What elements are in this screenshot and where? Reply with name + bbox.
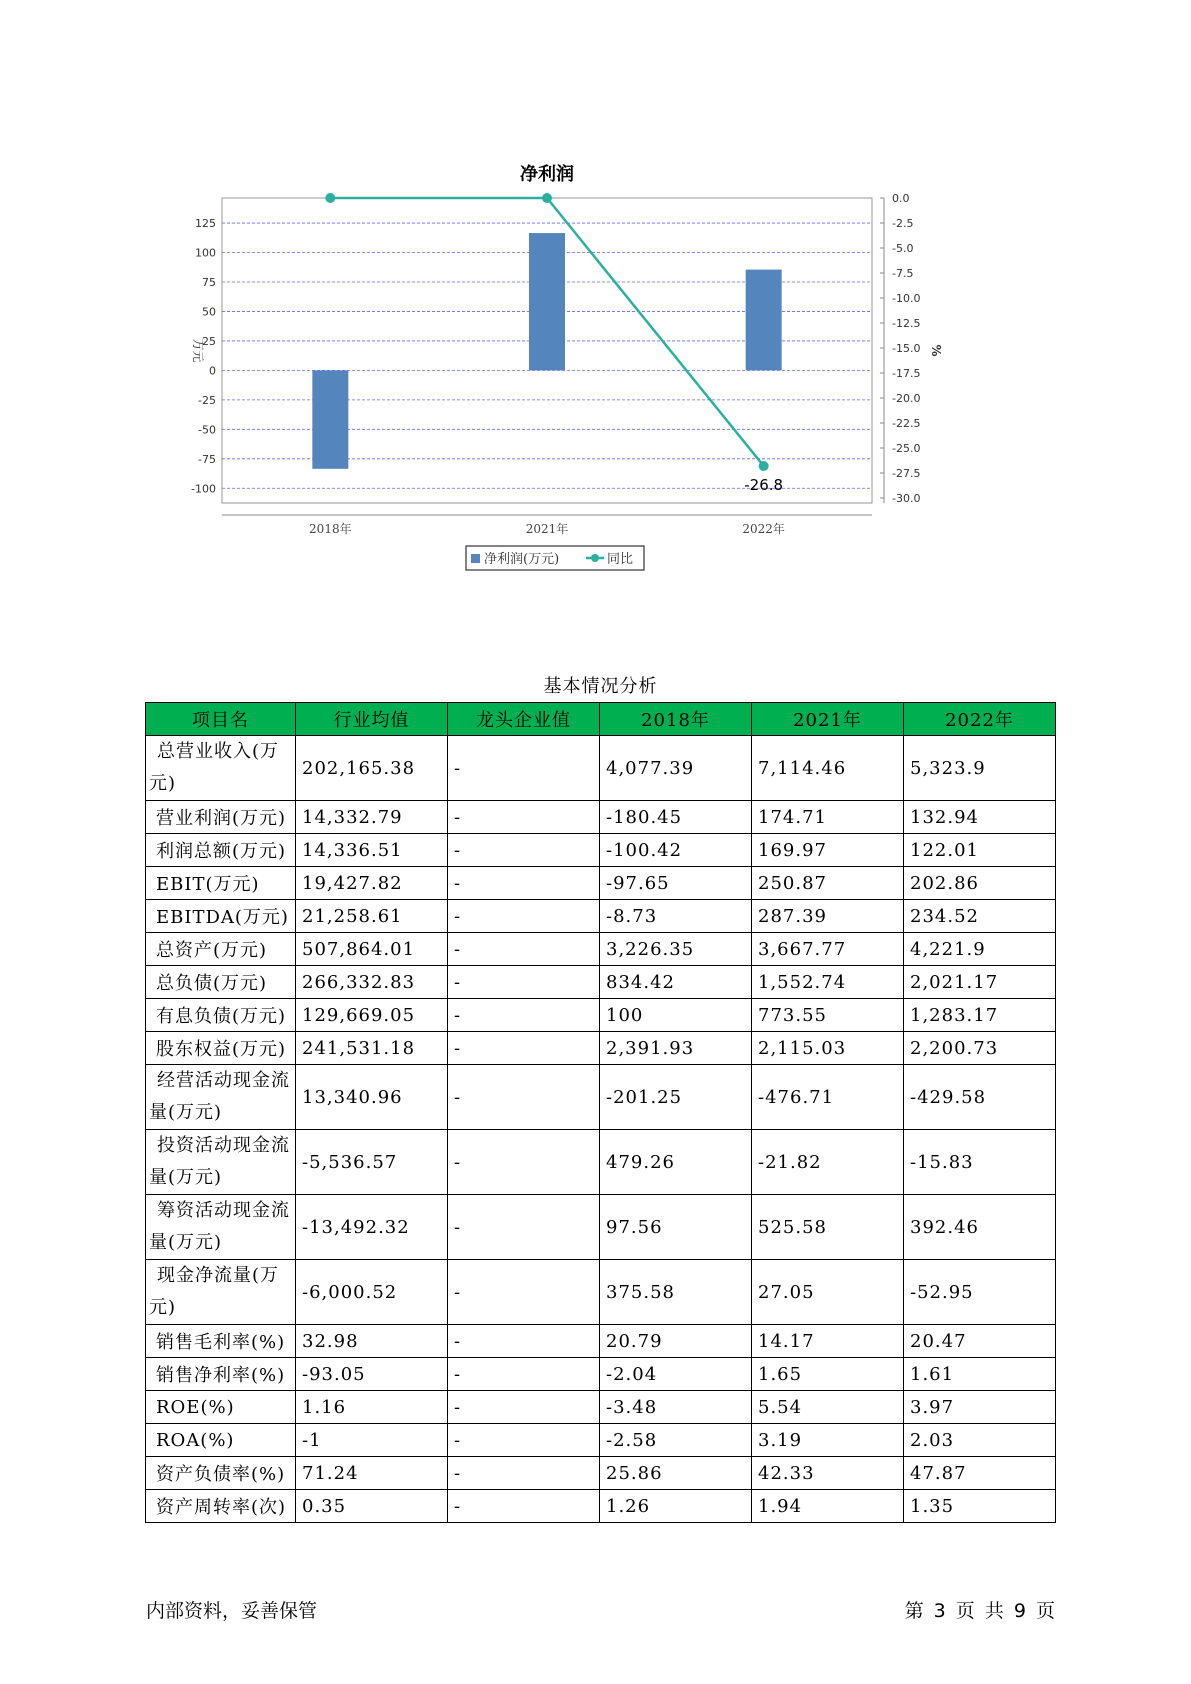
table-cell: - <box>448 1358 600 1391</box>
table-cell: 0.35 <box>296 1490 448 1523</box>
col-header: 2018年 <box>600 703 752 736</box>
table-cell: 773.55 <box>752 999 904 1032</box>
row-label: ROE(%) <box>146 1391 296 1424</box>
row-label: 资产负债率(%) <box>146 1457 296 1490</box>
table-cell: -97.65 <box>600 867 752 900</box>
legend-label-line: 同比 <box>607 552 634 567</box>
table-cell: 241,531.18 <box>296 1032 448 1065</box>
y2-tick-label: -22.5 <box>892 417 921 430</box>
y-tick-label: -75 <box>198 452 216 466</box>
y-tick-label: -25 <box>198 393 216 407</box>
y2-tick-label: -5.0 <box>892 242 914 255</box>
table-cell: - <box>448 1325 600 1358</box>
table-cell: -429.58 <box>904 1065 1056 1130</box>
row-label: 资产周转率(次) <box>146 1490 296 1523</box>
table-cell: 525.58 <box>752 1195 904 1260</box>
table-row <box>146 1260 1056 1325</box>
table-cell: 202.86 <box>904 867 1056 900</box>
table-cell: - <box>448 834 600 867</box>
table-cell: 3.19 <box>752 1424 904 1457</box>
y-tick-label: -100 <box>191 482 216 496</box>
confidential-note: 内部资料，妥善保管 <box>146 1600 318 1622</box>
table-row <box>146 1130 1056 1195</box>
table-cell: 234.52 <box>904 900 1056 933</box>
table-cell: 14,332.79 <box>296 801 448 834</box>
y2-tick-label: -20.0 <box>892 392 921 405</box>
table-cell: 392.46 <box>904 1195 1056 1260</box>
table-cell: 13,340.96 <box>296 1065 448 1130</box>
table-cell: -13,492.32 <box>296 1195 448 1260</box>
table-cell: 20.79 <box>600 1325 752 1358</box>
y2-tick-label: -17.5 <box>892 367 921 380</box>
x-tick-label: 2021年 <box>525 522 569 536</box>
table-cell: 100 <box>600 999 752 1032</box>
table-cell: 1,283.17 <box>904 999 1056 1032</box>
table-cell: 1.61 <box>904 1358 1056 1391</box>
row-label: 现金净流量(万元) <box>146 1260 296 1325</box>
row-label: 投资活动现金流量(万元) <box>146 1130 296 1195</box>
table-cell: 4,221.9 <box>904 933 1056 966</box>
table-cell: 27.05 <box>752 1260 904 1325</box>
row-label: 销售净利率(%) <box>146 1358 296 1391</box>
table-cell: - <box>448 1130 600 1195</box>
table-cell: - <box>448 1195 600 1260</box>
table-row <box>146 867 1056 900</box>
table-cell: 375.58 <box>600 1260 752 1325</box>
table-cell: 25.86 <box>600 1457 752 1490</box>
table-cell: 129,669.05 <box>296 999 448 1032</box>
table-row <box>146 966 1056 999</box>
table-cell: -3.48 <box>600 1391 752 1424</box>
table-cell: -2.04 <box>600 1358 752 1391</box>
row-label: 销售毛利率(%) <box>146 1325 296 1358</box>
table-cell: 32.98 <box>296 1325 448 1358</box>
table-cell: 20.47 <box>904 1325 1056 1358</box>
table-row <box>146 1032 1056 1065</box>
table-cell: 1.16 <box>296 1391 448 1424</box>
table-cell: 834.42 <box>600 966 752 999</box>
legend-label-bar: 净利润(万元) <box>484 552 560 567</box>
table-cell: 479.26 <box>600 1130 752 1195</box>
table-row <box>146 1358 1056 1391</box>
col-header: 2021年 <box>752 703 904 736</box>
table-cell: 1.26 <box>600 1490 752 1523</box>
table-cell: 169.97 <box>752 834 904 867</box>
row-label: EBIT(万元) <box>146 867 296 900</box>
y2-tick-label: -12.5 <box>892 317 921 330</box>
page-number: 第 3 页 共 9 页 <box>904 1600 1055 1622</box>
table-cell: - <box>448 867 600 900</box>
y-tick-label: 100 <box>195 246 216 260</box>
table-cell: 266,332.83 <box>296 966 448 999</box>
table-cell: -5,536.57 <box>296 1130 448 1195</box>
row-label: 筹资活动现金流量(万元) <box>146 1195 296 1260</box>
table-row <box>146 999 1056 1032</box>
col-header: 行业均值 <box>296 703 448 736</box>
x-tick-label: 2022年 <box>742 522 785 536</box>
table-cell: -21.82 <box>752 1130 904 1195</box>
y-tick-label: 50 <box>202 305 216 319</box>
table-cell: - <box>448 933 600 966</box>
table-cell: 42.33 <box>752 1457 904 1490</box>
table-cell: 507,864.01 <box>296 933 448 966</box>
y2-tick-label: -7.5 <box>892 267 914 280</box>
table-cell: 5.54 <box>752 1391 904 1424</box>
table-cell: 1.65 <box>752 1358 904 1391</box>
table-cell: - <box>448 900 600 933</box>
table-cell: -476.71 <box>752 1065 904 1130</box>
table-cell: 2,391.93 <box>600 1032 752 1065</box>
net-profit-chart <box>180 160 1000 630</box>
table-cell: 3,667.77 <box>752 933 904 966</box>
point-yoy <box>542 193 552 203</box>
y2-tick-label: -15.0 <box>892 342 921 355</box>
table-row <box>146 1391 1056 1424</box>
row-label: 总资产(万元) <box>146 933 296 966</box>
table-cell: 71.24 <box>296 1457 448 1490</box>
table-cell: 2,021.17 <box>904 966 1056 999</box>
y2-tick-label: -27.5 <box>892 467 921 480</box>
table-cell: 1.94 <box>752 1490 904 1523</box>
table-row <box>146 736 1056 801</box>
table-row <box>146 933 1056 966</box>
bar-net-profit <box>746 270 782 371</box>
table-cell: - <box>448 1424 600 1457</box>
row-label: 利润总额(万元) <box>146 834 296 867</box>
table-cell: - <box>448 999 600 1032</box>
table-cell: 132.94 <box>904 801 1056 834</box>
row-label: 经营活动现金流量(万元) <box>146 1065 296 1130</box>
data-label: -26.8 <box>744 476 784 494</box>
col-header: 龙头企业值 <box>448 703 600 736</box>
col-header: 2022年 <box>904 703 1056 736</box>
table-cell: -201.25 <box>600 1065 752 1130</box>
table-cell: -8.73 <box>600 900 752 933</box>
table-cell: -100.42 <box>600 834 752 867</box>
row-label: 总负债(万元) <box>146 966 296 999</box>
table-row <box>146 1457 1056 1490</box>
table-cell: 4,077.39 <box>600 736 752 801</box>
y-tick-label: 125 <box>195 217 216 231</box>
table-cell: 1,552.74 <box>752 966 904 999</box>
table-cell: -6,000.52 <box>296 1260 448 1325</box>
table-cell: -180.45 <box>600 801 752 834</box>
table-cell: 287.39 <box>752 900 904 933</box>
table-row <box>146 1490 1056 1523</box>
table-cell: -2.58 <box>600 1424 752 1457</box>
table-cell: -93.05 <box>296 1358 448 1391</box>
table-row <box>146 1325 1056 1358</box>
basic-analysis-table <box>145 702 1056 1523</box>
table-cell: 2,115.03 <box>752 1032 904 1065</box>
y-tick-label: 0 <box>209 364 216 378</box>
row-label: EBITDA(万元) <box>146 900 296 933</box>
table-cell: 2.03 <box>904 1424 1056 1457</box>
row-label: 营业利润(万元) <box>146 801 296 834</box>
y2-tick-label: 0.0 <box>892 192 910 205</box>
x-tick-label: 2018年 <box>309 522 352 536</box>
row-label: 总营业收入(万元) <box>146 736 296 801</box>
table-cell: -15.83 <box>904 1130 1056 1195</box>
table-row <box>146 1195 1056 1260</box>
table-row <box>146 834 1056 867</box>
table-cell: 47.87 <box>904 1457 1056 1490</box>
table-title: 基本情况分析 <box>543 676 658 697</box>
row-label: 有息负债(万元) <box>146 999 296 1032</box>
table-cell: - <box>448 1032 600 1065</box>
table-cell: 19,427.82 <box>296 867 448 900</box>
y2-tick-label: -30.0 <box>892 492 921 505</box>
table-cell: - <box>448 736 600 801</box>
point-yoy <box>325 193 335 203</box>
table-cell: -52.95 <box>904 1260 1056 1325</box>
table-header-row <box>146 703 1056 736</box>
chart-title: 净利润 <box>520 164 574 185</box>
table-cell: - <box>448 1457 600 1490</box>
y-axis-label: 万元 <box>191 338 205 363</box>
table-cell: 1.35 <box>904 1490 1056 1523</box>
bar-net-profit <box>529 233 565 370</box>
row-label: ROA(%) <box>146 1424 296 1457</box>
table-cell: 5,323.9 <box>904 736 1056 801</box>
table-cell: 3,226.35 <box>600 933 752 966</box>
table-body <box>146 736 1056 1523</box>
table-cell: 14.17 <box>752 1325 904 1358</box>
table-cell: - <box>448 1391 600 1424</box>
bar-net-profit <box>312 370 348 468</box>
table-cell: - <box>448 966 600 999</box>
table-cell: 3.97 <box>904 1391 1056 1424</box>
legend-swatch-bar <box>471 554 480 563</box>
row-label: 股东权益(万元) <box>146 1032 296 1065</box>
table-cell: 14,336.51 <box>296 834 448 867</box>
table-row <box>146 1424 1056 1457</box>
y2-axis-label: % <box>929 344 943 357</box>
y2-tick-label: -2.5 <box>892 217 914 230</box>
table-cell: 250.87 <box>752 867 904 900</box>
y-tick-label: 75 <box>202 275 216 289</box>
table-row <box>146 1065 1056 1130</box>
table-cell: 97.56 <box>600 1195 752 1260</box>
table-cell: 122.01 <box>904 834 1056 867</box>
y2-tick-label: -10.0 <box>892 292 921 305</box>
table-cell: 2,200.73 <box>904 1032 1056 1065</box>
y2-tick-label: -25.0 <box>892 442 921 455</box>
legend-swatch-point <box>591 554 599 562</box>
table-cell: - <box>448 1490 600 1523</box>
table-cell: 21,258.61 <box>296 900 448 933</box>
table-cell: 7,114.46 <box>752 736 904 801</box>
table-cell: 174.71 <box>752 801 904 834</box>
y-tick-label: 25 <box>202 334 216 348</box>
y-tick-label: -50 <box>198 423 216 437</box>
table-row <box>146 900 1056 933</box>
table-cell: -1 <box>296 1424 448 1457</box>
table-cell: - <box>448 801 600 834</box>
table-row <box>146 801 1056 834</box>
table-cell: 202,165.38 <box>296 736 448 801</box>
col-header: 项目名 <box>146 703 296 736</box>
table-cell: - <box>448 1260 600 1325</box>
table-cell: - <box>448 1065 600 1130</box>
point-yoy <box>759 461 769 471</box>
